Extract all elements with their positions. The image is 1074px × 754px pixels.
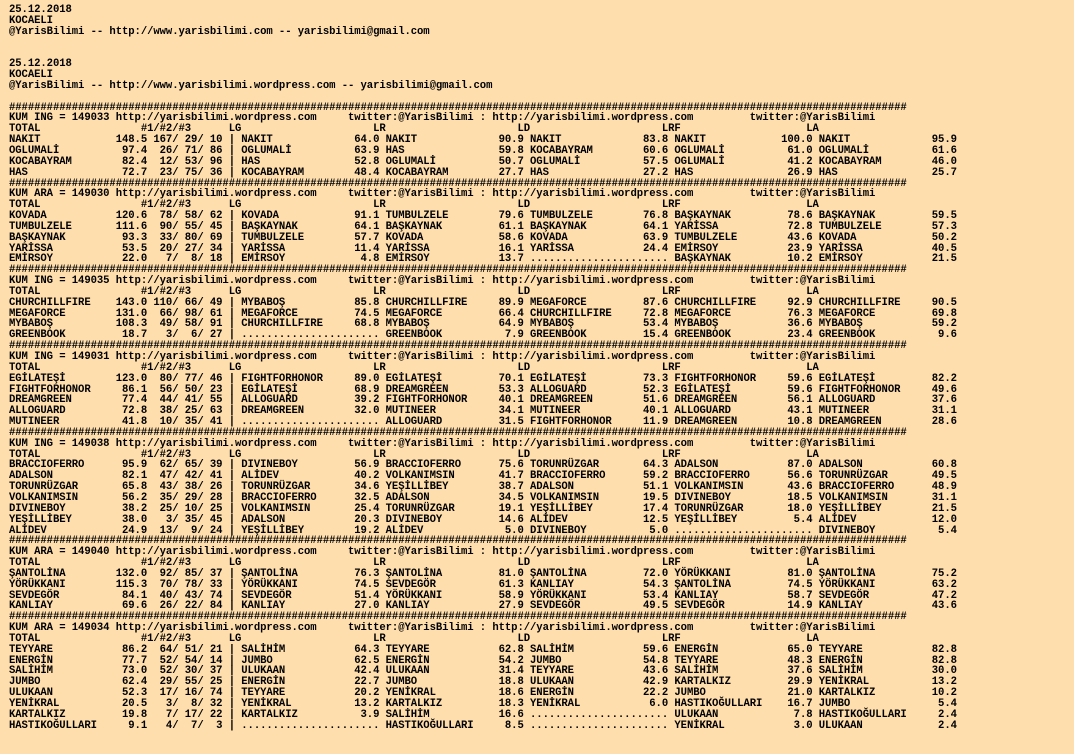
race-title: KUM ING = 149033 http://yarisbilimi.wordpress.com twitter:@YarisBilimi : http://yarisbilimi.wordpress.com twitter:@YarisBilimi <box>9 112 876 125</box>
horse-row: EGİLATEŞİ 123.0 80/ 77/ 46 | FIGHTFORHONOR 89.0 EGİLATEŞİ 70.1 EGİLATEŞİ 73.3 FIGHTFORHONOR 59.6 EGİLATEŞİ 82.2 <box>9 372 957 385</box>
horse-row: ENERGİN 77.7 52/ 54/ 14 | JUMBO 62.5 ENERGİN 54.2 JUMBO 54.8 TEYYARE 48.3 ENERGİN 82.8 <box>9 654 957 667</box>
horse-row: KOVADA 120.6 78/ 58/ 62 | KOVADA 91.1 TUMBULZELE 79.6 TUMBULZELE 76.8 BAŞKAYNAK 78.6 BAŞKAYNAK 59.5 <box>9 210 957 223</box>
report-city: KOCAELI <box>9 69 53 82</box>
horse-row: YENİKRAL 20.5 3/ 8/ 32 | YENİKRAL 13.2 KARTALKIZ 18.3 YENİKRAL 6.0 HASTIKOĞULLARI 16.7 JUMBO 5.4 <box>9 698 957 710</box>
horse-row: HAS 72.7 23/ 75/ 36 | KOCABAYRAM 48.4 KOCABAYRAM 27.7 HAS 27.2 HAS 26.9 HAS 25.7 <box>9 166 957 179</box>
horse-row: OGLUMALİ 97.4 26/ 71/ 86 | OGLUMALİ 63.9 HAS 59.8 KOCABAYRAM 60.6 OGLUMALİ 61.0 OGLUMALİ 61.6 <box>9 144 957 157</box>
horse-row: VOLKANIMSIN 56.2 35/ 29/ 28 | BRACCIOFERRO 32.5 ADALSON 34.5 VOLKANIMSIN 19.5 DIVINEBOY 18.5 VOLKANIMSIN 31.1 <box>9 491 957 504</box>
horse-row: ALİDEV 24.9 13/ 9/ 24 | YEŞİLLİBEY 19.2 ALİDEV 5.0 DIVINEBOY 5.0 ...................... DIVINEBOY 5.4 <box>9 524 957 537</box>
column-header: TOTAL #1/#2/#3 LG LR LD LRF LA <box>9 123 819 136</box>
horse-row: BRACCIOFERRO 95.9 62/ 65/ 39 | DIVINEBOY 56.9 BRACCIOFERRO 75.6 TORUNRÜZGAR 64.3 ADALSON 87.0 ADALSON 60.8 <box>9 459 957 472</box>
column-header: TOTAL #1/#2/#3 LG LR LD LRF LA <box>9 557 819 570</box>
horse-row: HASTIKOĞULLARI 9.1 4/ 7/ 3 | ...................... HASTIKOĞULLARI 8.5 ...................... YENİKRAL 3.0 ULUKAAN 2.4 <box>9 719 957 732</box>
blank-line <box>9 48 1074 59</box>
horse-row: DREAMGREEN 77.4 44/ 41/ 55 | ALLOGUARD 39.2 FIGHTFORHONOR 40.1 DREAMGREEN 51.6 DREAMGREEN 56.1 ALLOGUARD 37.6 <box>9 394 957 407</box>
horse-row: SEVDEGÖR 84.1 40/ 43/ 74 | SEVDEGÖR 51.4 YÖRÜKKANI 58.9 YÖRÜKKANI 53.4 KANLIAY 58.7 SEVDEGÖR 47.2 <box>9 589 957 602</box>
section-separator: ############################################################################################################################################### <box>9 264 907 277</box>
horse-row: JUMBO 62.4 29/ 55/ 25 | ENERGİN 22.7 JUMBO 18.8 ULUKAAN 42.9 KARTALKIZ 29.9 YENİKRAL 13.2 <box>9 676 957 689</box>
column-header: TOTAL #1/#2/#3 LG LR LD LRF LA <box>9 448 819 461</box>
horse-row: MYBABOŞ 108.3 49/ 58/ 91 | CHURCHILLFIRE 68.8 MYBABOŞ 64.9 MYBABOŞ 53.4 MYBABOŞ 36.6 MYBABOŞ 59.2 <box>9 318 957 331</box>
section-separator: ############################################################################################################################################### <box>9 340 907 353</box>
horse-row: TUMBULZELE 111.6 90/ 55/ 45 | BAŞKAYNAK 64.1 BAŞKAYNAK 61.1 BAŞKAYNAK 64.1 YARİSSA 72.8 TUMBULZELE 57.3 <box>9 220 957 233</box>
horse-row: MUTINEER 41.8 10/ 35/ 41 | ...................... ALLOGUARD 31.5 FIGHTFORHONOR 11.9 DREAMGREEN 10.8 DREAMGREEN 28.6 <box>9 416 957 429</box>
column-header: TOTAL #1/#2/#3 LG LR LD LRF LA <box>9 285 819 298</box>
report-date: 25.12.2018 <box>9 58 72 71</box>
column-header: TOTAL #1/#2/#3 LG LR LD LRF LA <box>9 199 819 212</box>
column-header: TOTAL #1/#2/#3 LG LR LD LRF LA <box>9 632 819 645</box>
horse-row: YARİSSA 53.5 20/ 27/ 34 | YARİSSA 11.4 YARİSSA 16.1 YARİSSA 24.4 EMİRSOY 23.9 YARİSSA 40.5 <box>9 242 957 255</box>
horse-row: CHURCHILLFIRE 143.0 110/ 66/ 49 | MYBABOŞ 85.8 CHURCHILLFIRE 89.9 MEGAFORCE 87.6 CHURCHILLFIRE 92.9 CHURCHILLFIRE 90.5 <box>9 296 957 309</box>
blank-line <box>9 92 1074 103</box>
horse-row: KANLIAY 69.6 26/ 22/ 84 | KANLIAY 27.0 KANLIAY 27.9 SEVDEGÖR 49.5 SEVDEGÖR 14.9 KANLIAY 43.6 <box>9 600 957 613</box>
horse-row: TEYYARE 86.2 64/ 51/ 21 | SALİHİM 64.3 TEYYARE 62.8 SALİHİM 59.6 ENERGİN 65.0 TEYYARE 82.8 <box>9 643 957 656</box>
horse-row: BAŞKAYNAK 93.3 33/ 80/ 69 | TUMBULZELE 57.7 KOVADA 58.6 KOVADA 63.9 TUMBULZELE 43.6 KOVADA 50.2 <box>9 231 957 244</box>
horse-row: YÖRÜKKANI 115.3 70/ 78/ 33 | YÖRÜKKANI 74.5 SEVDEGÖR 61.3 KANLIAY 54.3 ŞANTOLİNA 74.5 YÖRÜKKANI 63.2 <box>9 578 957 591</box>
contact-line: @YarisBilimi -- http://www.yarisbilimi.wordpress.com -- yarisbilimi@gmail.com <box>9 79 493 92</box>
horse-row: ŞANTOLİNA 132.0 92/ 85/ 37 | ŞANTOLİNA 76.3 ŞANTOLİNA 81.0 ŞANTOLİNA 72.0 YÖRÜKKANI 81.0 ŞANTOLİNA 75.2 <box>9 567 957 580</box>
horse-row: DIVINEBOY 38.2 25/ 10/ 25 | VOLKANIMSIN 25.4 TORUNRÜZGAR 19.1 YEŞİLLİBEY 17.4 TORUNRÜZGAR 18.0 YEŞİLLİBEY 21.5 <box>9 502 957 515</box>
race-title: KUM ARA = 149034 http://yarisbilimi.wordpress.com twitter:@YarisBilimi : http://yarisbilimi.wordpress.com twitter:@YarisBilimi <box>9 622 876 635</box>
section-separator: ############################################################################################################################################### <box>9 426 907 439</box>
column-header: TOTAL #1/#2/#3 LG LR LD LRF LA <box>9 361 819 374</box>
section-separator: ############################################################################################################################################### <box>9 177 907 190</box>
horse-row: KOCABAYRAM 82.4 12/ 53/ 96 | HAS 52.8 OGLUMALİ 50.7 OGLUMALİ 57.5 OGLUMALİ 41.2 KOCABAYRAM 46.0 <box>9 155 957 168</box>
section-separator: ############################################################################################################################################### <box>9 535 907 548</box>
race-title: KUM ARA = 149030 http://yarisbilimi.wordpress.com twitter:@YarisBilimi : http://yarisbilimi.wordpress.com twitter:@YarisBilimi <box>9 188 876 201</box>
horse-row: MEGAFORCE 131.0 66/ 98/ 61 | MEGAFORCE 74.5 MEGAFORCE 66.4 CHURCHILLFIRE 72.8 MEGAFORCE 76.3 MEGAFORCE 69.8 <box>9 307 957 320</box>
report-date: 25.12.2018 <box>9 4 72 16</box>
horse-row: NAKIT 148.5 167/ 29/ 10 | NAKIT 64.0 NAKIT 90.9 NAKIT 83.8 NAKIT 100.0 NAKIT 95.9 <box>9 134 957 147</box>
horse-row: KARTALKIZ 19.8 7/ 17/ 22 | KARTALKIZ 3.9 SALİHİM 16.6 ...................... ULUKAAN 7.8 HASTIKOĞULLARI 2.4 <box>9 708 957 721</box>
section-separator: ############################################################################################################################################### <box>9 101 907 114</box>
horse-row: FIGHTFORHONOR 86.1 56/ 50/ 23 | EGİLATEŞİ 68.9 DREAMGREEN 53.3 ALLOGUARD 52.3 EGİLATEŞİ 59.6 FIGHTFORHONOR 49.6 <box>9 383 957 396</box>
horse-row: YEŞİLLİBEY 38.0 3/ 35/ 45 | ADALSON 20.3 DIVINEBOY 14.6 ALİDEV 12.5 YEŞİLLİBEY 5.4 ALİDEV 12.0 <box>9 513 957 526</box>
race-title: KUM ING = 149038 http://yarisbilimi.wordpress.com twitter:@YarisBilimi : http://yarisbilimi.wordpress.com twitter:@YarisBilimi <box>9 437 876 450</box>
report-city: KOCAELI <box>9 14 53 27</box>
blank-line <box>9 38 1074 49</box>
horse-row: EMİRSOY 22.0 7/ 8/ 18 | EMİRSOY 4.8 EMİRSOY 13.7 ...................... BAŞKAYNAK 10.2 EMİRSOY 21.5 <box>9 253 957 266</box>
race-title: KUM ING = 149035 http://yarisbilimi.wordpress.com twitter:@YarisBilimi : http://yarisbilimi.wordpress.com twitter:@YarisBilimi <box>9 275 876 288</box>
race-title: KUM ING = 149031 http://yarisbilimi.wordpress.com twitter:@YarisBilimi : http://yarisbilimi.wordpress.com twitter:@YarisBilimi <box>9 351 876 363</box>
horse-row: ADALSON 82.1 47/ 42/ 41 | ALİDEV 40.2 VOLKANIMSIN 41.7 BRACCIOFERRO 59.2 BRACCIOFERRO 56.6 TORUNRÜZGAR 49.5 <box>9 470 957 483</box>
horse-row: ALLOGUARD 72.8 38/ 25/ 63 | DREAMGREEN 32.0 MUTINEER 34.1 MUTINEER 40.1 ALLOGUARD 43.1 MUTINEER 31.1 <box>9 405 957 418</box>
race-title: KUM ARA = 149040 http://yarisbilimi.wordpress.com twitter:@YarisBilimi : http://yarisbilimi.wordpress.com twitter:@YarisBilimi <box>9 546 876 559</box>
section-separator: ############################################################################################################################################### <box>9 611 907 624</box>
horse-row: TORUNRÜZGAR 65.8 43/ 38/ 26 | TORUNRÜZGAR 34.6 YEŞİLLİBEY 38.7 ADALSON 51.1 VOLKANIMSIN 43.6 BRACCIOFERRO 48.9 <box>9 481 957 494</box>
horse-row: GREENBOOK 18.7 3/ 6/ 27 | ...................... GREENBOOK 7.9 GREENBOOK 15.4 GREENBOOK 23.4 GREENBOOK 9.6 <box>9 329 957 342</box>
contact-line: @YarisBilimi -- http://www.yarisbilimi.com -- yarisbilimi@gmail.com <box>9 25 430 38</box>
horse-row: SALİHİM 73.0 52/ 30/ 37 | ULUKAAN 42.4 ULUKAAN 31.4 TEYYARE 43.6 SALİHİM 37.6 SALİHİM 30.0 <box>9 665 957 678</box>
horse-row: ULUKAAN 52.3 17/ 16/ 74 | TEYYARE 20.2 YENİKRAL 18.6 ENERGİN 22.2 JUMBO 21.0 KARTALKIZ 10.2 <box>9 687 957 700</box>
